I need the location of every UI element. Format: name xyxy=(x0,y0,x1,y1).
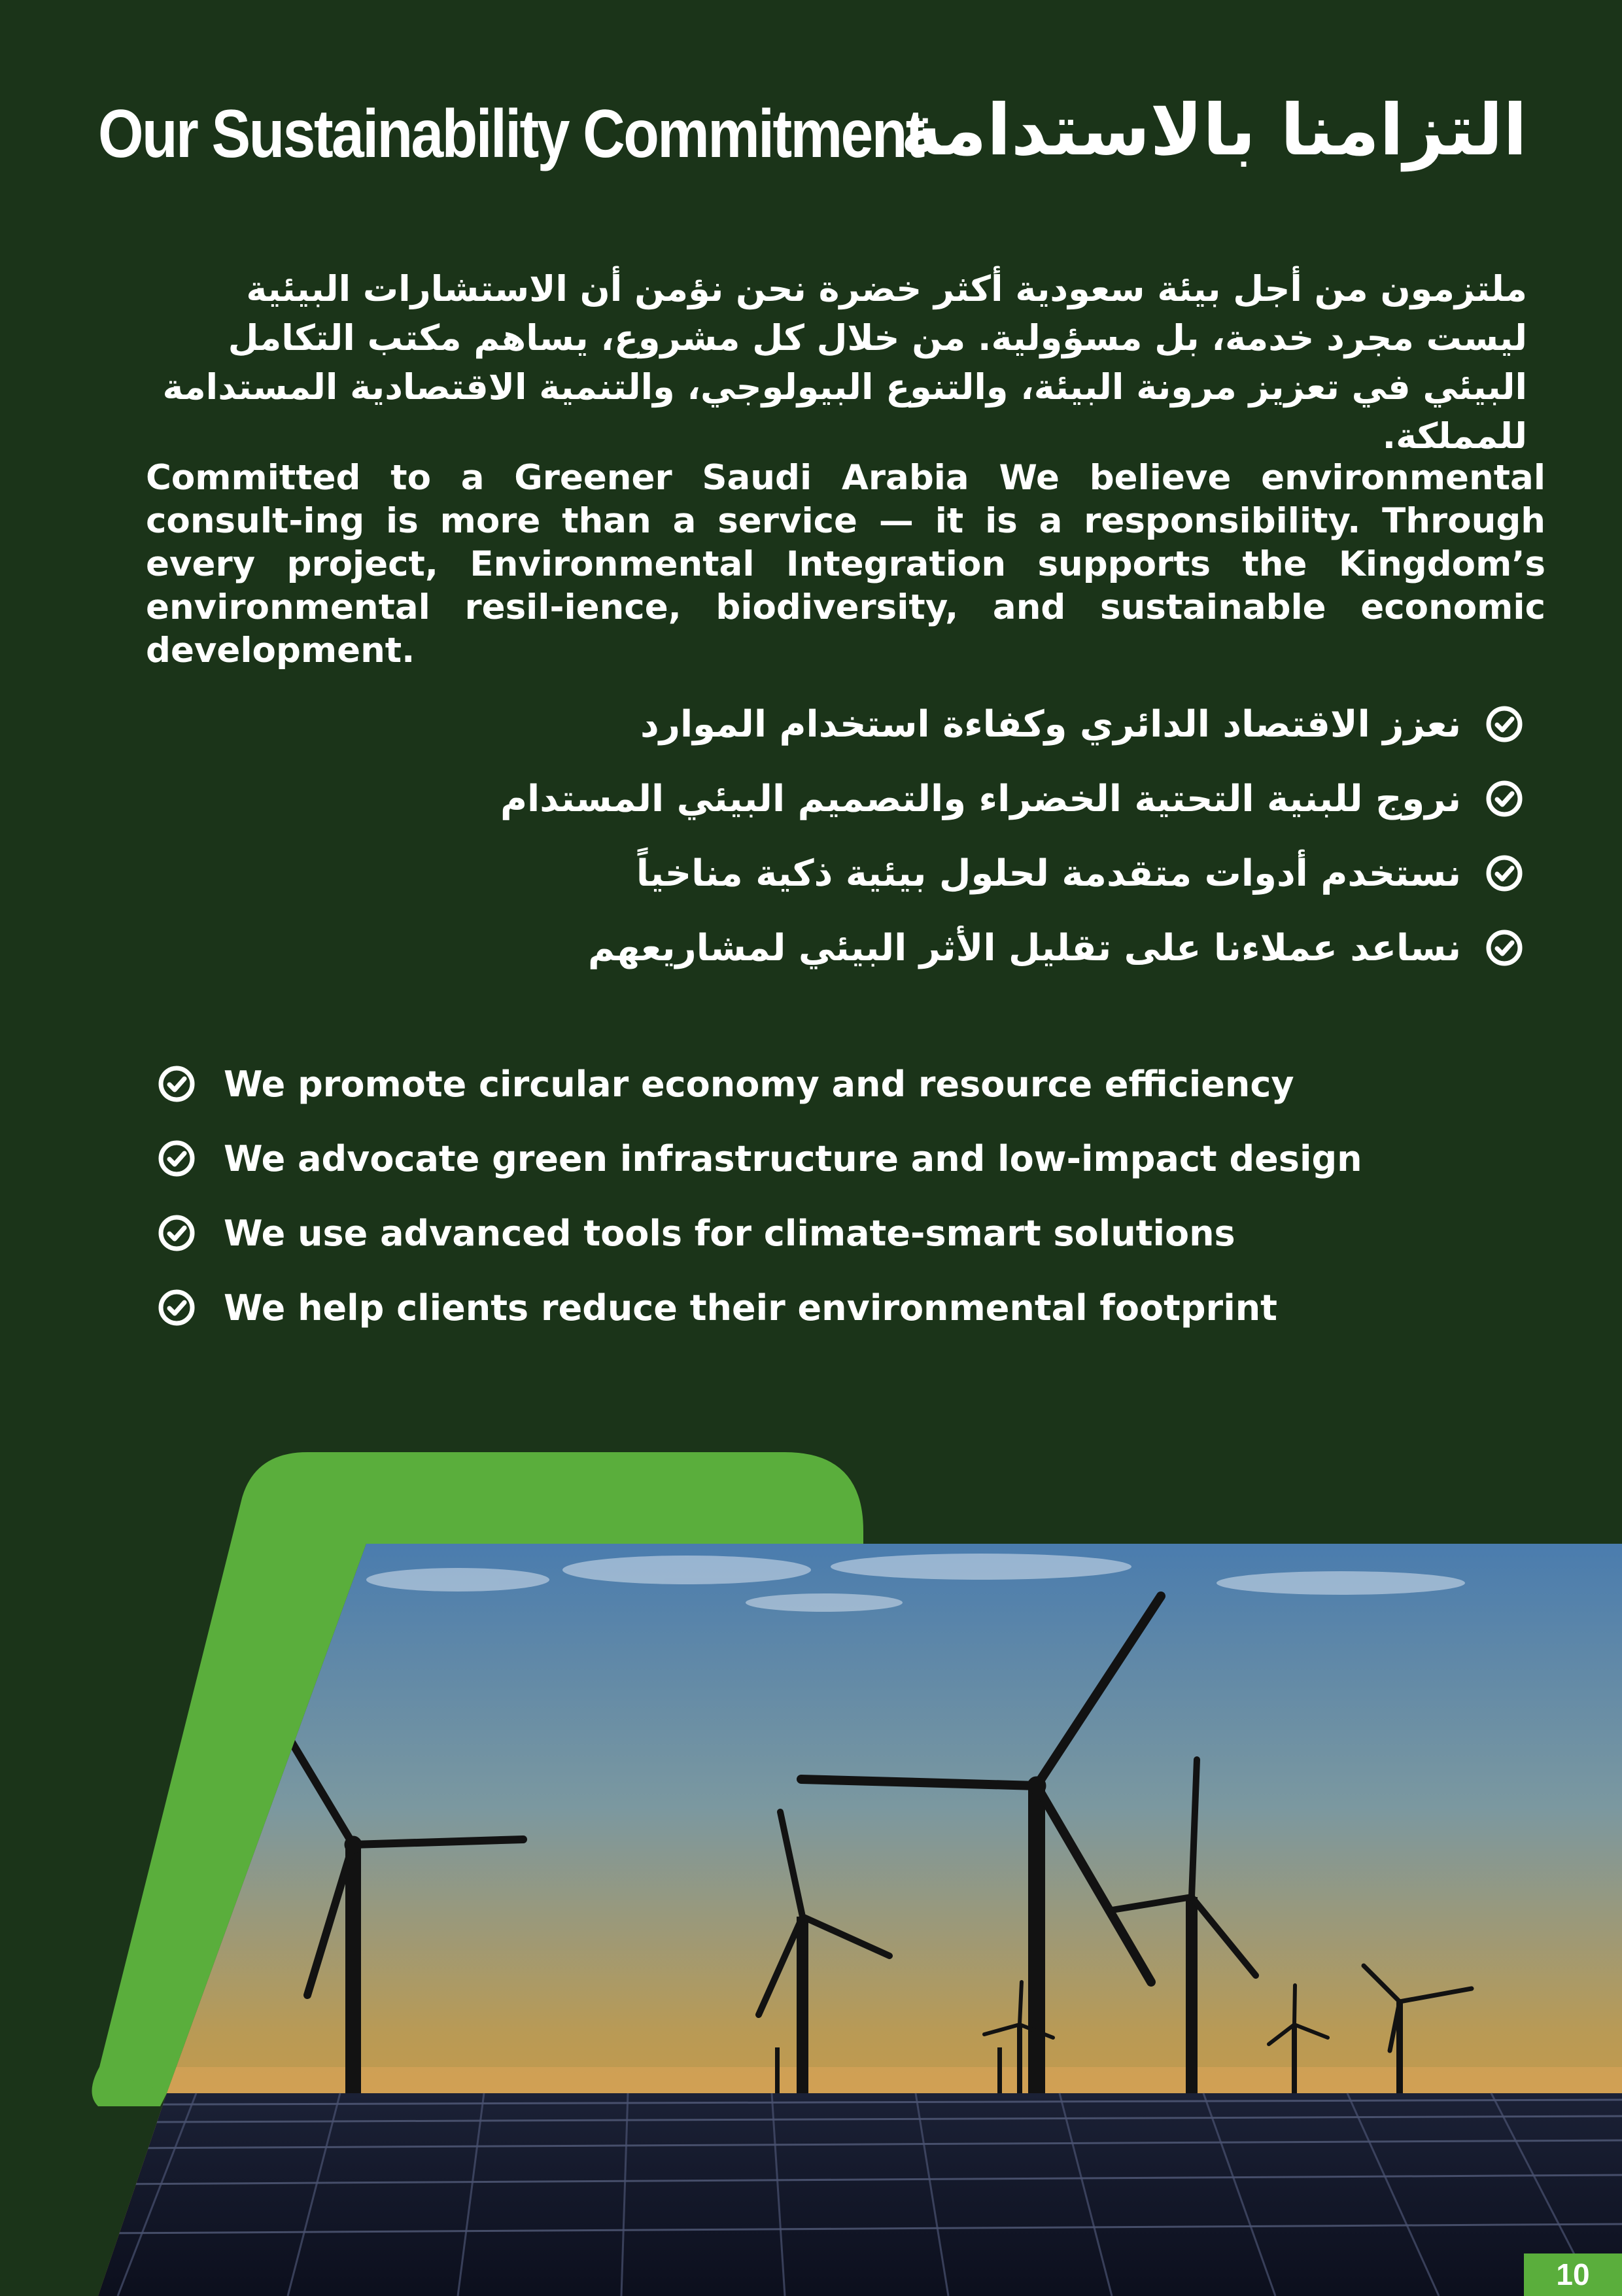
check-circle-icon xyxy=(157,1064,196,1104)
commitment-item-ar xyxy=(412,761,1524,836)
commitment-item-ar xyxy=(412,687,1524,761)
wind-solar-photo xyxy=(0,1439,1622,2296)
commitment-item-en xyxy=(157,1196,1400,1270)
commitment-text-ar: نستخدم أدوات متقدمة لحلول بيئية ذكية مناخياً xyxy=(636,852,1461,895)
intro-paragraph-arabic: ملتزمون من أجل بيئة سعودية أكثر خضرة نحن نؤمن أن الاستشارات البيئية ليست مجرد خدمة، بل مسؤولية. من خلال كل مشروع، يساهم مكتب التكامل البيئي في تعزيز مرونة البيئة، والتنوع البيولوجي، والتنمية الاقتصادية المستدامة للمملكة. xyxy=(162,268,1527,457)
page-title-english: Our Sustainability Commitment xyxy=(98,96,923,172)
check-circle-icon xyxy=(1485,704,1524,744)
commitment-text-ar: نساعد عملاءنا على تقليل الأثر البيئي لمشاريعهم xyxy=(588,926,1461,969)
page-number: 10 xyxy=(1524,2253,1622,2296)
commitments-list-arabic xyxy=(412,687,1524,985)
check-circle-icon xyxy=(157,1288,196,1327)
commitment-item-ar xyxy=(412,836,1524,911)
commitment-item-ar xyxy=(412,911,1524,985)
commitment-text-en: We use advanced tools for climate-smart solutions xyxy=(224,1212,1235,1254)
commitment-text-en: We advocate green infrastructure and low-impact design xyxy=(224,1138,1362,1179)
commitment-item-en xyxy=(157,1047,1400,1121)
commitment-item-en xyxy=(157,1270,1400,1345)
check-circle-icon xyxy=(1485,928,1524,967)
check-circle-icon xyxy=(157,1139,196,1178)
commitment-text-ar: نروج للبنية التحتية الخضراء والتصميم البيئي المستدام xyxy=(500,777,1461,820)
check-circle-icon xyxy=(157,1213,196,1253)
commitment-text-ar: نعزز الاقتصاد الدائري وكفاءة استخدام الموارد xyxy=(640,703,1461,746)
intro-paragraph-english: Committed to a Greener Saudi Arabia We believe environmental consult-ing is more than a service — it is a responsibility. Through every project, Environmental Integration supports the Kingdom’s environmental resil-ience, biodiversity, and sustainable economic development. xyxy=(146,458,1545,670)
commitment-item-en xyxy=(157,1121,1400,1196)
commitment-text-en: We help clients reduce their environmental footprint xyxy=(224,1287,1277,1329)
check-circle-icon xyxy=(1485,854,1524,893)
commitment-text-en: We promote circular economy and resource efficiency xyxy=(224,1063,1294,1105)
page-title-arabic: التزامنا بالاستدامة xyxy=(900,90,1527,171)
check-circle-icon xyxy=(1485,779,1524,818)
commitments-list-english xyxy=(157,1047,1400,1345)
